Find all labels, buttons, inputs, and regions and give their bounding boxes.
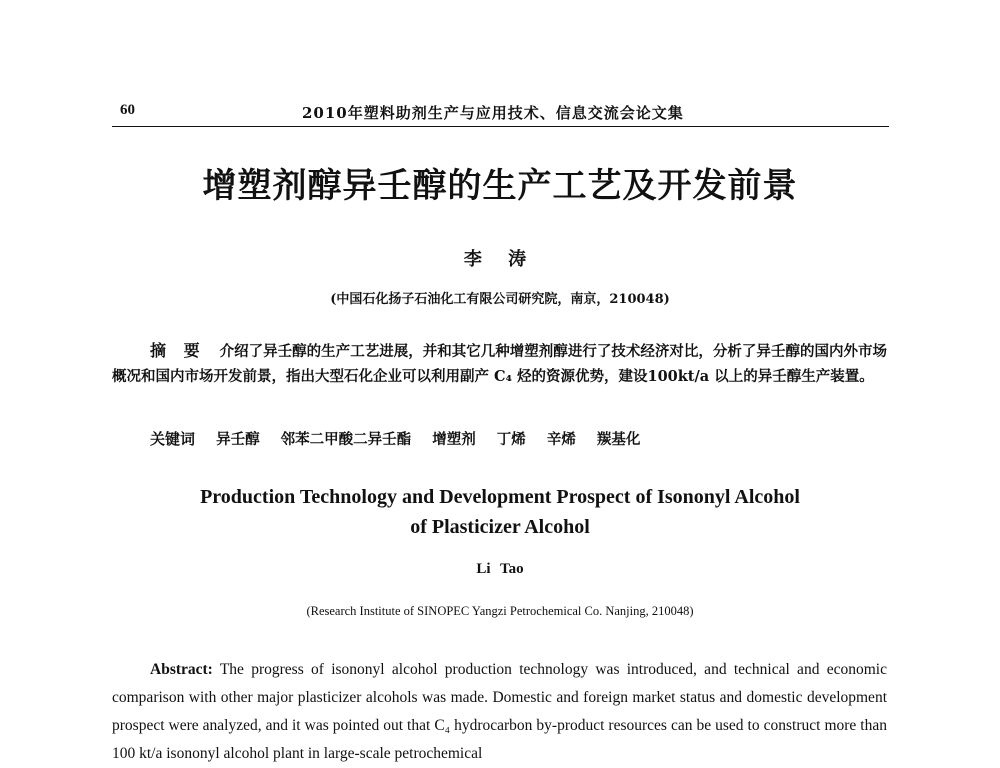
keyword: 增塑剂 (432, 431, 476, 448)
paper-title-en-line2: of Plasticizer Alcohol (410, 516, 590, 538)
abstract-en-text: The progress of isononyl alcohol production technology was introduced, and technical and economic comparison with other major plasticizer alcohols was made. Domestic and foreign market status and domestic development prospect were analyzed, and it was pointed out that C₄ hydrocarbon by-product resources can be used to construct more than 100 kt/a isononyl alcohol plant in large-scale petrochemical (112, 661, 887, 762)
abstract-cn-label: 摘 要 (150, 341, 206, 360)
author-cn: 李 涛 (463, 249, 537, 270)
abstract-cn (112, 338, 887, 389)
keywords-cn (150, 428, 887, 449)
abstract-en-label: Abstract: (150, 661, 213, 678)
abstract-cn-text: 介绍了异壬醇的生产工艺进展，并和其它几种增塑剂醇进行了技术经济对比，分析了异壬醇的国内外市场概况和国内市场开发前景，指出大型石化企业可以利用副产 C₄ 烃的资源优势，建设100kt/a 以上的异壬醇生产装置。 (112, 343, 888, 385)
paper-title-en-line1: Production Technology and Development Prospect of Isononyl Alcohol (200, 486, 800, 508)
affiliation-en: (Research Institute of SINOPEC Yangzi Petrochemical Co. Nanjing, 210048) (306, 604, 694, 618)
paper-title-cn: 增塑剂醇异壬醇的生产工艺及开发前景 (202, 166, 798, 206)
running-title: 2010年塑料助剂生产与应用技术、信息交流会论文集 (302, 104, 684, 122)
keyword: 辛烯 (546, 431, 576, 448)
running-header (112, 102, 889, 126)
keywords-cn-label: 关键词 (150, 430, 196, 448)
page-number: 60 (120, 102, 135, 118)
keyword: 邻苯二甲酸二异壬酯 (280, 431, 412, 448)
author-en: Li Tao (476, 561, 524, 577)
paper-title-en (0, 482, 1000, 542)
abstract-en (112, 656, 887, 768)
keyword: 丁烯 (496, 431, 526, 448)
header-rule (112, 126, 889, 127)
keyword: 羰基化 (596, 431, 641, 448)
affiliation-cn: (中国石化扬子石油化工有限公司研究院，南京，210048) (330, 292, 670, 307)
keyword: 异壬醇 (216, 431, 260, 448)
